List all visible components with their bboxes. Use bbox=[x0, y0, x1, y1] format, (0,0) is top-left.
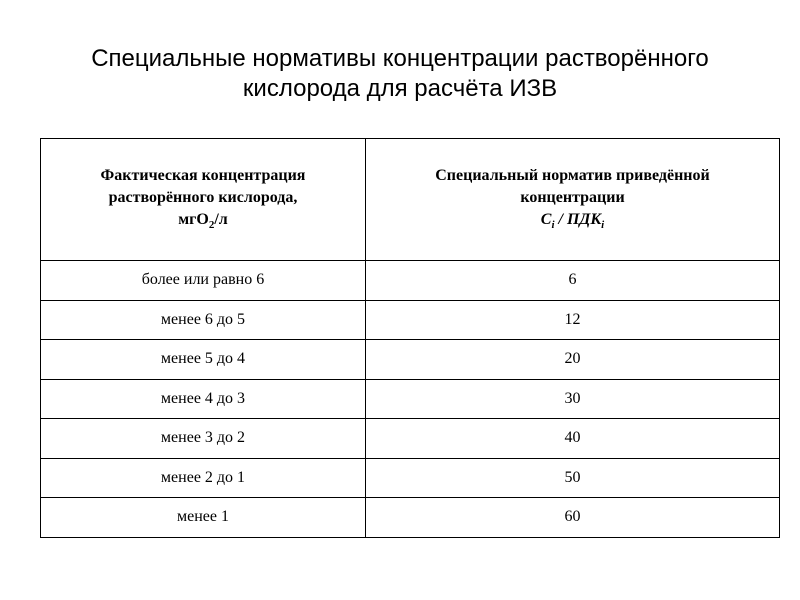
table-row bbox=[41, 498, 780, 538]
cell-norm: 50 bbox=[366, 458, 780, 498]
header-concentration-unit bbox=[49, 209, 357, 236]
cell-concentration: менее 4 до 3 bbox=[41, 379, 366, 419]
cell-concentration: менее 6 до 5 bbox=[41, 300, 366, 340]
title-line-1: Специальные нормативы концентрации растворённого bbox=[91, 45, 709, 72]
cell-concentration: менее 2 до 1 bbox=[41, 458, 366, 498]
norms-table bbox=[40, 138, 780, 538]
page-title bbox=[0, 44, 800, 104]
cell-concentration: менее 5 до 4 bbox=[41, 340, 366, 380]
header-norm-formula bbox=[366, 209, 779, 236]
formula-sub-2: i bbox=[601, 219, 605, 232]
table-row bbox=[41, 300, 780, 340]
cell-norm: 60 bbox=[366, 498, 780, 538]
formula-c: C bbox=[540, 211, 552, 228]
cell-concentration: более или равно 6 bbox=[41, 261, 366, 301]
table-header-row bbox=[41, 139, 780, 261]
cell-norm: 30 bbox=[366, 379, 780, 419]
table-row bbox=[41, 419, 780, 459]
unit-suffix: /л bbox=[214, 211, 228, 228]
header-concentration-line-1: Фактическая концентрация bbox=[100, 167, 306, 184]
cell-norm: 6 bbox=[366, 261, 780, 301]
header-concentration-line-2: растворённого кислорода, bbox=[108, 189, 298, 206]
cell-concentration: менее 1 bbox=[41, 498, 366, 538]
formula-sub-1: i bbox=[551, 219, 555, 232]
cell-norm: 12 bbox=[366, 300, 780, 340]
cell-concentration: менее 3 до 2 bbox=[41, 419, 366, 459]
table-row bbox=[41, 340, 780, 380]
formula-mid: / ПДК bbox=[554, 211, 602, 228]
header-norm-line-2: концентрации bbox=[520, 189, 625, 206]
table-row bbox=[41, 261, 780, 301]
header-concentration bbox=[41, 139, 366, 261]
unit-prefix: мгO bbox=[178, 211, 209, 228]
header-norm-line-1: Специальный норматив приведённой bbox=[435, 167, 710, 184]
title-line-2: кислорода для расчёта ИЗВ bbox=[242, 75, 558, 102]
header-norm bbox=[366, 139, 780, 261]
table-row bbox=[41, 458, 780, 498]
cell-norm: 20 bbox=[366, 340, 780, 380]
cell-norm: 40 bbox=[366, 419, 780, 459]
unit-subscript: 2 bbox=[208, 219, 215, 232]
table-row bbox=[41, 379, 780, 419]
